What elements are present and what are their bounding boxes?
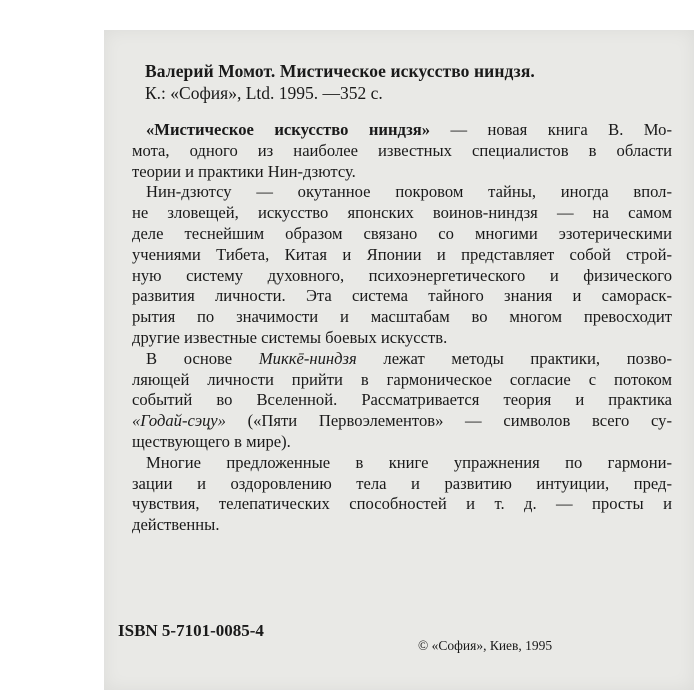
book-title: Валерий Момот. Мистическое искусство ниндзя. [145, 61, 535, 81]
isbn: ISBN 5-7101-0085-4 [118, 621, 264, 640]
text-line: не зловещей, искусство японских воинов-ниндзя — на самом [132, 203, 672, 223]
text-line: мота, одного из наиболее известных специалистов в области [132, 140, 672, 160]
italic-term: «Годай-сэцу» [132, 411, 226, 431]
annotation-text [132, 120, 672, 536]
text-line: «Мистическое искусство ниндзя» — новая книга В. Мо- [146, 120, 672, 139]
bibliographic-header [145, 60, 665, 104]
text-line: деле теснейшим образом связано со многими эзотерическими [132, 223, 672, 243]
text-line: ляющей личности прийти в гармоническое согласие с потоком [132, 369, 672, 389]
text-line: развития личности. Эта система тайного знания и самораск- [132, 286, 672, 306]
text-line: чувствия, телепатических способностей и т. д. — просты и [132, 494, 672, 514]
text-line: другие известные системы боевых искусств. [132, 327, 448, 347]
text-line: зации и оздоровлению тела и развитию интуиции, пред- [132, 473, 672, 493]
text-line: рытия по значимости и масштабам во многом превосходит [132, 307, 672, 327]
copyright-notice: © «София», Киев, 1995 [418, 638, 553, 653]
italic-term: Миккē-ниндзя [258, 348, 357, 368]
book-title-bold: «Мистическое искусство ниндзя» [146, 120, 431, 139]
text-line: Многие предложенные в книге упражнения по гармони- [146, 452, 672, 472]
text-line: событий во Вселенной. Рассматривается теория и практика [132, 390, 672, 410]
text-line: «Годай-сэцу» («Пяти Первоэлементов» — символов всего су- [132, 411, 672, 431]
text-line: Нин-дзютсу — окутанное покровом тайны, иногда впол- [146, 182, 672, 202]
text-line: ществующего в мире). [132, 431, 291, 451]
publication-info: К.: «София», Ltd. 1995. —352 с. [145, 83, 383, 103]
text-line: теории и практики Нин-дзютсу. [132, 161, 356, 181]
text-line: В основе Миккē-ниндзя лежат методы практики, позво- [146, 348, 672, 368]
text-line: ную систему духовного, психоэнергетического и физического [132, 265, 672, 285]
text-line: учениями Тибета, Китая и Японии и представляет собой строй- [132, 244, 672, 264]
text-line: действенны. [132, 515, 220, 535]
